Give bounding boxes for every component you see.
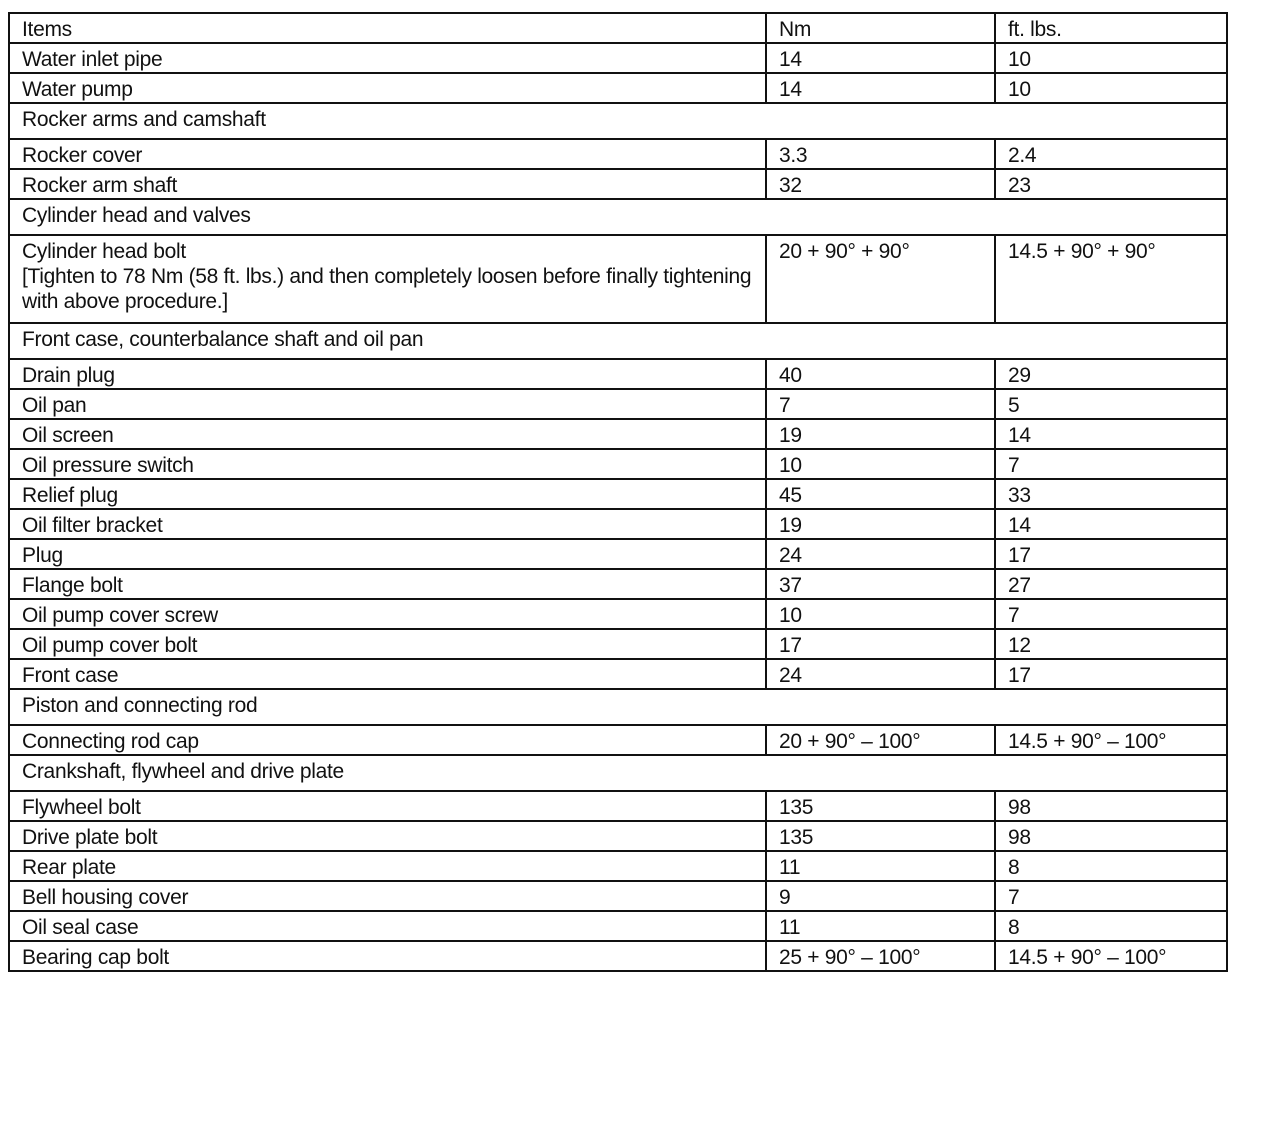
table-row <box>9 539 1227 569</box>
section-heading: Front case, counterbalance shaft and oil pan <box>9 323 1227 359</box>
nm-cell: 11 <box>766 851 995 881</box>
item-cell: Connecting rod cap <box>9 725 766 755</box>
table-row <box>9 911 1227 941</box>
nm-cell: 40 <box>766 359 995 389</box>
item-cell <box>9 235 766 323</box>
section-row <box>9 689 1227 725</box>
nm-cell: 37 <box>766 569 995 599</box>
ft-lbs-cell: 10 <box>995 43 1227 73</box>
nm-cell: 19 <box>766 419 995 449</box>
table-row <box>9 791 1227 821</box>
item-cell: Rocker arm shaft <box>9 169 766 199</box>
item-cell: Water inlet pipe <box>9 43 766 73</box>
item-cell: Drive plate bolt <box>9 821 766 851</box>
ft-lbs-cell: 7 <box>995 449 1227 479</box>
table-row <box>9 389 1227 419</box>
item-cell: Plug <box>9 539 766 569</box>
ft-lbs-cell: 14.5 + 90° + 90° <box>995 235 1227 323</box>
ft-lbs-cell: 29 <box>995 359 1227 389</box>
table-row <box>9 659 1227 689</box>
item-cell: Oil seal case <box>9 911 766 941</box>
ft-lbs-cell: 5 <box>995 389 1227 419</box>
nm-cell: 14 <box>766 43 995 73</box>
table-row <box>9 169 1227 199</box>
nm-cell: 10 <box>766 599 995 629</box>
nm-cell: 11 <box>766 911 995 941</box>
nm-cell: 45 <box>766 479 995 509</box>
table-row <box>9 73 1227 103</box>
nm-cell: 10 <box>766 449 995 479</box>
item-cell: Oil pump cover screw <box>9 599 766 629</box>
item-cell: Rocker cover <box>9 139 766 169</box>
nm-cell: 24 <box>766 539 995 569</box>
table-row <box>9 139 1227 169</box>
ft-lbs-cell: 8 <box>995 851 1227 881</box>
nm-cell: 19 <box>766 509 995 539</box>
ft-lbs-cell: 14.5 + 90° – 100° <box>995 941 1227 971</box>
table-row <box>9 449 1227 479</box>
item-cell: Oil filter bracket <box>9 509 766 539</box>
table-row <box>9 43 1227 73</box>
nm-cell: 20 + 90° + 90° <box>766 235 995 323</box>
table-row <box>9 419 1227 449</box>
item-cell: Bearing cap bolt <box>9 941 766 971</box>
nm-cell: 24 <box>766 659 995 689</box>
section-heading: Cylinder head and valves <box>9 199 1227 235</box>
nm-cell: 20 + 90° – 100° <box>766 725 995 755</box>
table-row <box>9 359 1227 389</box>
ft-lbs-cell: 27 <box>995 569 1227 599</box>
table-row <box>9 599 1227 629</box>
ft-lbs-cell: 23 <box>995 169 1227 199</box>
item-cell: Oil pump cover bolt <box>9 629 766 659</box>
nm-cell: 3.3 <box>766 139 995 169</box>
torque-specifications-table <box>8 12 1228 972</box>
section-row <box>9 199 1227 235</box>
table-body <box>9 43 1227 971</box>
section-heading: Crankshaft, flywheel and drive plate <box>9 755 1227 791</box>
item-cell: Oil pressure switch <box>9 449 766 479</box>
section-row <box>9 755 1227 791</box>
table-row <box>9 725 1227 755</box>
nm-cell: 135 <box>766 791 995 821</box>
item-name: Cylinder head bolt <box>22 240 186 263</box>
ft-lbs-cell: 17 <box>995 659 1227 689</box>
header-items: Items <box>9 13 766 43</box>
ft-lbs-cell: 98 <box>995 791 1227 821</box>
item-cell: Drain plug <box>9 359 766 389</box>
nm-cell: 135 <box>766 821 995 851</box>
ft-lbs-cell: 33 <box>995 479 1227 509</box>
item-cell: Water pump <box>9 73 766 103</box>
item-cell: Flange bolt <box>9 569 766 599</box>
ft-lbs-cell: 2.4 <box>995 139 1227 169</box>
item-cell: Flywheel bolt <box>9 791 766 821</box>
item-cell: Front case <box>9 659 766 689</box>
item-cell: Oil screen <box>9 419 766 449</box>
nm-cell: 17 <box>766 629 995 659</box>
nm-cell: 7 <box>766 389 995 419</box>
table-row <box>9 509 1227 539</box>
ft-lbs-cell: 14 <box>995 509 1227 539</box>
ft-lbs-cell: 10 <box>995 73 1227 103</box>
ft-lbs-cell: 7 <box>995 599 1227 629</box>
nm-cell: 14 <box>766 73 995 103</box>
item-note: [Tighten to 78 Nm (58 ft. lbs.) and then completely loosen before finally tightening with above procedure.] <box>22 265 752 313</box>
section-row <box>9 103 1227 139</box>
table-row <box>9 881 1227 911</box>
nm-cell: 32 <box>766 169 995 199</box>
item-cell: Bell housing cover <box>9 881 766 911</box>
nm-cell: 9 <box>766 881 995 911</box>
header-row <box>9 13 1227 43</box>
ft-lbs-cell: 14.5 + 90° – 100° <box>995 725 1227 755</box>
table-row <box>9 569 1227 599</box>
section-row <box>9 323 1227 359</box>
header-nm: Nm <box>766 13 995 43</box>
ft-lbs-cell: 98 <box>995 821 1227 851</box>
ft-lbs-cell: 17 <box>995 539 1227 569</box>
ft-lbs-cell: 7 <box>995 881 1227 911</box>
table-row <box>9 941 1227 971</box>
item-cell: Rear plate <box>9 851 766 881</box>
item-cell: Relief plug <box>9 479 766 509</box>
table-row <box>9 479 1227 509</box>
nm-cell: 25 + 90° – 100° <box>766 941 995 971</box>
header-ft-lbs: ft. lbs. <box>995 13 1227 43</box>
ft-lbs-cell: 12 <box>995 629 1227 659</box>
ft-lbs-cell: 14 <box>995 419 1227 449</box>
table-row <box>9 851 1227 881</box>
section-heading: Rocker arms and camshaft <box>9 103 1227 139</box>
table-row <box>9 629 1227 659</box>
ft-lbs-cell: 8 <box>995 911 1227 941</box>
table-row <box>9 821 1227 851</box>
item-cell: Oil pan <box>9 389 766 419</box>
section-heading: Piston and connecting rod <box>9 689 1227 725</box>
table-row <box>9 235 1227 323</box>
